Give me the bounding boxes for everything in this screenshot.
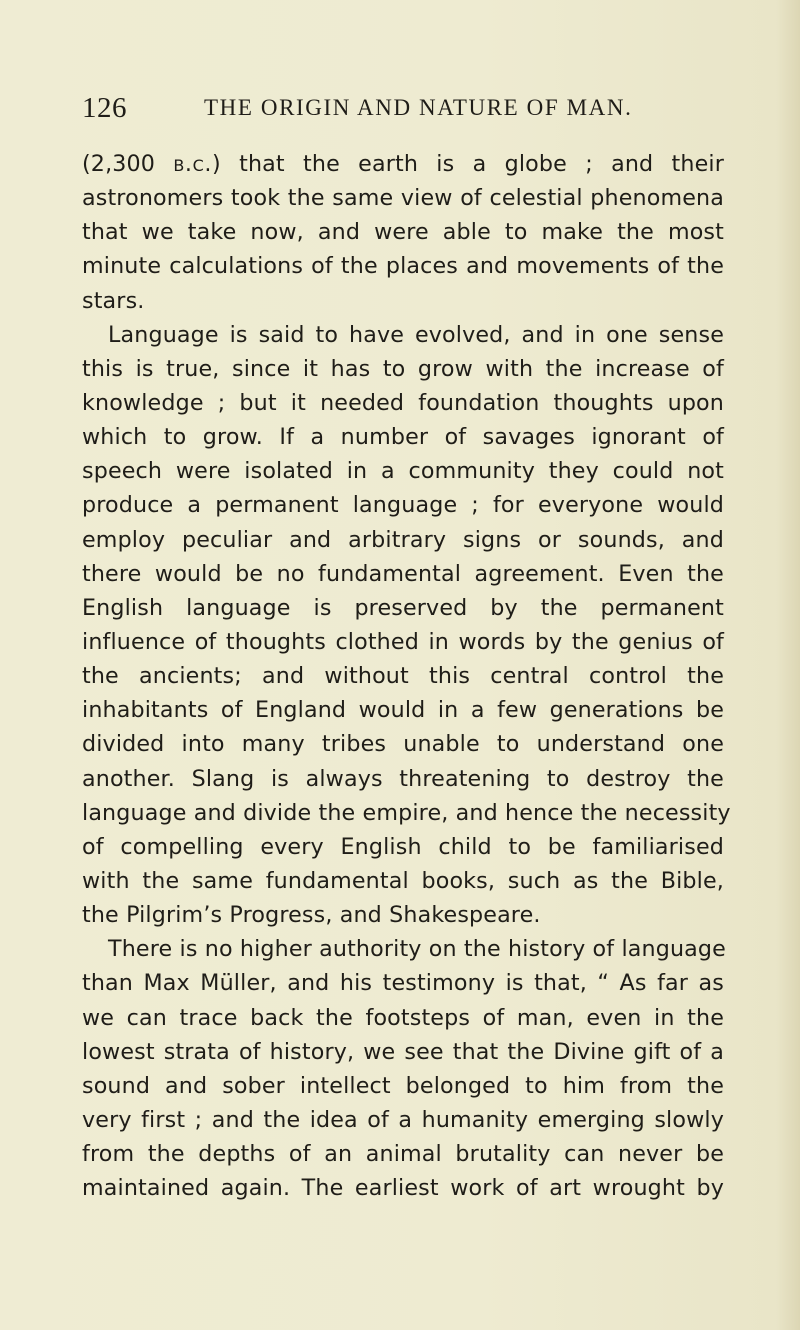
text-line-30: from the depths of an animal brutality can never be [82,1141,724,1168]
text-line-12: employ peculiar and arbitrary signs or sounds, and [82,526,724,553]
text-line-15: influence of thoughts clothed in words by the genius of [82,628,724,655]
text-line-17: inhabitants of England would in a few generations be [82,697,724,724]
text-line-1-end: ) that the earth is a globe ; and their [212,151,724,177]
running-title: THE ORIGIN AND NATURE OF MAN. [204,95,633,120]
text-line-20: language and divide the empire, and hence the necessity [82,799,731,826]
text-line-29: very first ; and the idea of a humanity emerging slowly [82,1106,724,1133]
text-line-27: lowest strata of history, we see that the Divine gift of a [82,1038,724,1065]
text-line-1-start: (2,300 [82,151,174,177]
text-line-14: English language is preserved by the permanent [82,594,724,621]
page-header [82,88,722,128]
text-line-4: minute calculations of the places and movements of the [82,253,724,280]
text-line-21: of compelling every English child to be familiarised [82,833,724,860]
text-line-5: stars. [82,287,145,314]
text-line-1 [82,147,724,181]
text-line-11: produce a permanent language ; for everyone would [82,492,724,519]
text-line-13: there would be no fundamental agreement. Even the [82,560,724,587]
text-line-6: Language is said to have evolved, and in one sense [108,321,724,348]
text-line-26: we can trace back the footsteps of man, even in the [82,1004,724,1031]
text-line-16: the ancients; and without this central control the [82,663,724,690]
text-line-8: knowledge ; but it needed foundation thoughts upon [82,389,724,416]
text-line-10: speech were isolated in a community they could not [82,458,724,485]
abbreviation-bc: b.c. [173,151,213,177]
text-line-23: the Pilgrim’s Progress, and Shakespeare. [82,902,541,929]
text-line-3: that we take now, and were able to make the most [82,219,724,246]
text-line-28: sound and sober intellect belonged to him from the [82,1072,724,1099]
text-line-31: maintained again. The earliest work of art wrought by [82,1175,724,1202]
text-line-19: another. Slang is always threatening to destroy the [82,765,724,792]
text-line-9: which to grow. If a number of savages ignorant of [82,424,724,451]
text-line-24: There is no higher authority on the history of language [108,936,726,963]
page-number: 126 [82,92,127,124]
text-line-7: this is true, since it has to grow with the increase of [82,355,724,382]
text-line-22: with the same fundamental books, such as the Bible, [82,867,724,894]
text-line-25: than Max Müller, and his testimony is that, “ As far as [82,970,724,997]
text-line-18: divided into many tribes unable to understand one [82,731,724,758]
body-text [82,147,731,1205]
text-line-2: astronomers took the same view of celestial phenomena [82,185,724,212]
